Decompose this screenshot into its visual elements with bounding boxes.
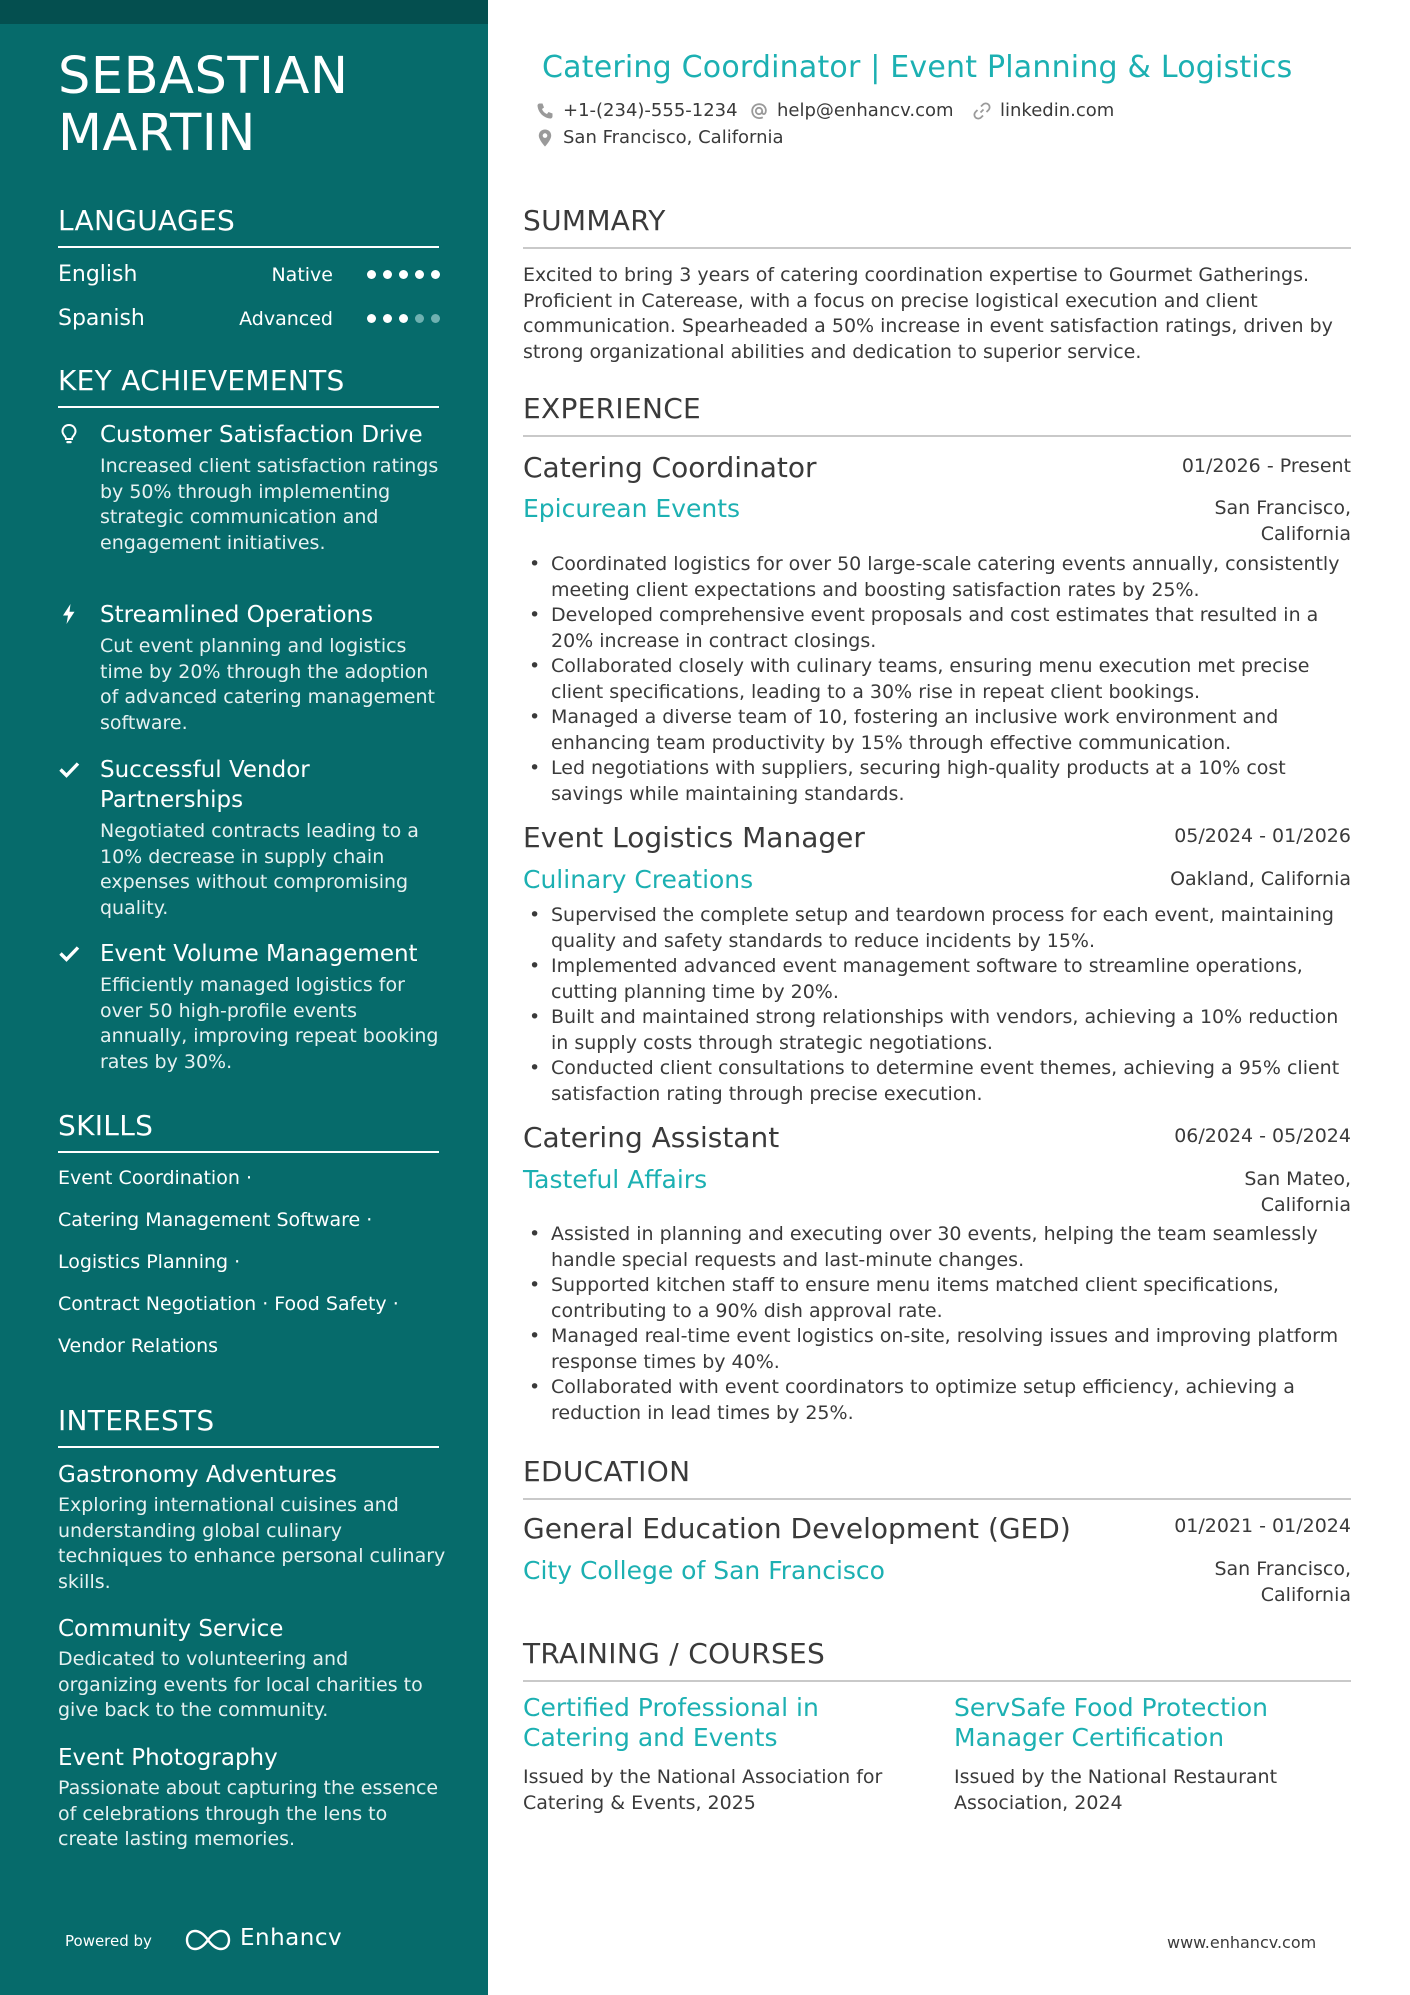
achievement-item xyxy=(58,755,448,921)
course-description: Issued by the National Association for Catering & Events, 2025 xyxy=(523,1766,883,1814)
list-item: • Led negotiations with suppliers, securing high-quality products at a 10% cost savings while maintaining standards. xyxy=(523,756,1353,807)
education-dates: 01/2021 - 01/2024 xyxy=(1174,1515,1351,1537)
achievement-description: Efficiently managed logistics for over 50 high-profile events annually, improving repeat booking rates by 30%. xyxy=(100,974,439,1073)
company-name: Tasteful Affairs xyxy=(523,1165,708,1194)
skill-item: Vendor Relations xyxy=(58,1335,219,1357)
achievement-title: Successful Vendor Partnerships xyxy=(100,757,310,813)
dot-filled xyxy=(367,314,376,323)
checkmark-icon xyxy=(58,757,80,781)
degree-title: General Education Development (GED) xyxy=(523,1512,1071,1545)
list-item: • Managed a diverse team of 10, fostering an inclusive work environment and enhancing team productivity by 15% through effective communication. xyxy=(523,705,1353,756)
training-heading: TRAINING / COURSES xyxy=(523,1637,1351,1682)
headline: Catering Coordinator | Event Planning & Logistics xyxy=(542,50,1293,85)
skill-separator: · xyxy=(245,1167,252,1189)
at-sign-icon xyxy=(749,101,769,121)
dot-filled xyxy=(415,270,424,279)
skill-line xyxy=(58,1291,399,1317)
lightbulb-icon xyxy=(58,422,80,446)
dot-filled xyxy=(431,270,440,279)
location-text: San Francisco, California xyxy=(563,127,784,148)
list-item: • Collaborated with event coordinators to optimize setup efficiency, achieving a reduction in lead times by 25%. xyxy=(523,1375,1353,1426)
interest-item xyxy=(58,1460,448,1595)
dot-filled xyxy=(367,270,376,279)
skill-line xyxy=(58,1207,372,1233)
list-item: • Built and maintained strong relationships with vendors, achieving a 10% reduction in supply costs through strategic negotiations. xyxy=(523,1005,1353,1056)
course-title: Certified Professional in Catering and Events xyxy=(523,1693,819,1752)
website-link[interactable]: linkedin.com xyxy=(1000,100,1115,121)
language-row xyxy=(58,306,439,336)
interest-title: Community Service xyxy=(58,1616,284,1642)
languages-heading: LANGUAGES xyxy=(58,204,439,248)
interest-description: Exploring international cuisines and understanding global culinary techniques to enhance personal culinary skills. xyxy=(58,1494,446,1593)
list-item: • Assisted in planning and executing over 30 events, helping the team seamlessly handle special requests and last-minute changes. xyxy=(523,1222,1353,1273)
summary-heading: SUMMARY xyxy=(523,204,1351,249)
email-address[interactable]: help@enhancv.com xyxy=(777,100,954,121)
language-level: Advanced xyxy=(239,308,333,330)
achievement-item xyxy=(58,939,448,1075)
job-dates: 01/2026 - Present xyxy=(1181,455,1351,477)
skill-item: Logistics Planning xyxy=(58,1251,229,1273)
job-bullets xyxy=(523,552,1353,807)
job-dates: 06/2024 - 05/2024 xyxy=(1174,1125,1351,1147)
skills-heading: SKILLS xyxy=(58,1109,439,1153)
interest-description: Passionate about capturing the essence of celebrations through the lens to create lasting memories. xyxy=(58,1777,439,1850)
job-bullets xyxy=(523,1222,1353,1426)
dot-filled xyxy=(383,314,392,323)
course-item xyxy=(523,1693,923,1816)
job-title: Catering Coordinator xyxy=(523,451,817,484)
job-title: Event Logistics Manager xyxy=(523,821,865,854)
list-item: • Coordinated logistics for over 50 large-scale catering events annually, consistently meeting client expectations and boosting satisfaction rates by 25%. xyxy=(523,552,1353,603)
dot-empty xyxy=(431,314,440,323)
powered-by-label: Powered by xyxy=(65,1932,152,1950)
interest-description: Dedicated to volunteering and organizing events for local charities to give back to the community. xyxy=(58,1648,423,1721)
phone-icon xyxy=(535,101,555,121)
phone-number[interactable]: +1-(234)-555-1234 xyxy=(563,100,738,121)
skill-separator: · xyxy=(392,1293,399,1315)
dot-filled xyxy=(399,314,408,323)
achievement-description: Cut event planning and logistics time by 20% through the adoption of advanced catering management software. xyxy=(100,635,435,734)
job-location: Oakland, California xyxy=(1170,868,1351,890)
link-icon xyxy=(972,101,992,121)
interest-title: Gastronomy Adventures xyxy=(58,1462,337,1488)
dot-filled xyxy=(399,270,408,279)
skill-separator: · xyxy=(262,1293,269,1315)
proficiency-dots xyxy=(367,270,439,282)
company-name: Epicurean Events xyxy=(523,494,741,523)
list-item: • Supervised the complete setup and teardown process for each event, maintaining quality and safety standards to reduce incidents by 15%. xyxy=(523,903,1353,954)
experience-heading: EXPERIENCE xyxy=(523,392,1351,437)
job-title: Catering Assistant xyxy=(523,1121,780,1154)
list-item: • Implemented advanced event management software to streamline operations, cutting planning time by 20%. xyxy=(523,954,1353,1005)
list-item: • Collaborated closely with culinary teams, ensuring menu execution met precise client specifications, leading to a 30% rise in repeat client bookings. xyxy=(523,654,1353,705)
list-item: • Conducted client consultations to determine event themes, achieving a 95% client satisfaction rating through precise execution. xyxy=(523,1056,1353,1107)
language-level: Native xyxy=(271,264,333,286)
skill-item: Catering Management Software xyxy=(58,1209,361,1231)
skill-item: Food Safety xyxy=(274,1293,387,1315)
education-heading: EDUCATION xyxy=(523,1455,1351,1500)
company-name: Culinary Creations xyxy=(523,865,754,894)
skill-line xyxy=(58,1165,252,1191)
language-name: Spanish xyxy=(58,306,145,331)
achievements-heading: KEY ACHIEVEMENTS xyxy=(58,364,439,408)
course-title: ServSafe Food Protection Manager Certification xyxy=(954,1693,1269,1752)
achievement-item xyxy=(58,420,448,556)
achievement-title: Event Volume Management xyxy=(100,941,418,967)
school-name: City College of San Francisco xyxy=(523,1556,885,1585)
skill-item: Contract Negotiation xyxy=(58,1293,257,1315)
achievement-item xyxy=(58,600,448,736)
skill-item: Event Coordination xyxy=(58,1167,240,1189)
interest-item xyxy=(58,1743,448,1853)
lightning-bolt-icon xyxy=(58,602,80,626)
achievement-description: Negotiated contracts leading to a 10% decrease in supply chain expenses without compromising quality. xyxy=(100,820,419,919)
skill-separator: · xyxy=(234,1251,241,1273)
job-bullets xyxy=(523,903,1353,1107)
candidate-name: SEBASTIAN MARTIN xyxy=(58,47,349,163)
language-name: English xyxy=(58,262,138,287)
language-row xyxy=(58,262,439,292)
location-pin-icon xyxy=(535,128,555,148)
course-description: Issued by the National Restaurant Association, 2024 xyxy=(954,1766,1278,1814)
interest-title: Event Photography xyxy=(58,1745,278,1771)
sidebar-top-bar xyxy=(0,0,488,24)
job-location: San Mateo, California xyxy=(1244,1168,1351,1216)
achievement-description: Increased client satisfaction ratings by 50% through implementing strategic communication and engagement initiatives. xyxy=(100,455,439,554)
education-location: San Francisco, California xyxy=(1214,1558,1351,1606)
job-dates: 05/2024 - 01/2026 xyxy=(1174,825,1351,847)
skill-line xyxy=(58,1249,240,1275)
interest-item xyxy=(58,1614,448,1724)
course-item xyxy=(954,1693,1354,1816)
interests-heading: INTERESTS xyxy=(58,1404,439,1448)
proficiency-dots xyxy=(367,314,439,326)
dot-filled xyxy=(383,270,392,279)
skill-separator: · xyxy=(366,1209,373,1231)
job-location: San Francisco, California xyxy=(1214,497,1351,545)
sidebar xyxy=(0,0,488,1995)
checkmark-icon xyxy=(58,941,80,965)
brand-name: Enhancv xyxy=(240,1925,343,1951)
footer-url[interactable]: www.enhancv.com xyxy=(1167,1933,1317,1952)
achievement-title: Streamlined Operations xyxy=(100,602,374,628)
list-item: • Supported kitchen staff to ensure menu items matched client specifications, contributing to a 90% dish approval rate. xyxy=(523,1273,1353,1324)
list-item: • Developed comprehensive event proposals and cost estimates that resulted in a 20% increase in contract closings. xyxy=(523,603,1353,654)
list-item: • Managed real-time event logistics on-site, resolving issues and improving platform response times by 40%. xyxy=(523,1324,1353,1375)
summary-text: Excited to bring 3 years of catering coordination expertise to Gourmet Gatherings. Proficient in Caterease, with a focus on precise logistical execution and client communication. Spearheaded a 50% increase in event satisfaction ratings, driven by strong organizational abilities and dedication to superior service. xyxy=(523,264,1333,363)
skill-line xyxy=(58,1333,218,1359)
dot-empty xyxy=(415,314,424,323)
infinity-logo-icon xyxy=(184,1924,232,1956)
achievement-title: Customer Satisfaction Drive xyxy=(100,422,423,448)
